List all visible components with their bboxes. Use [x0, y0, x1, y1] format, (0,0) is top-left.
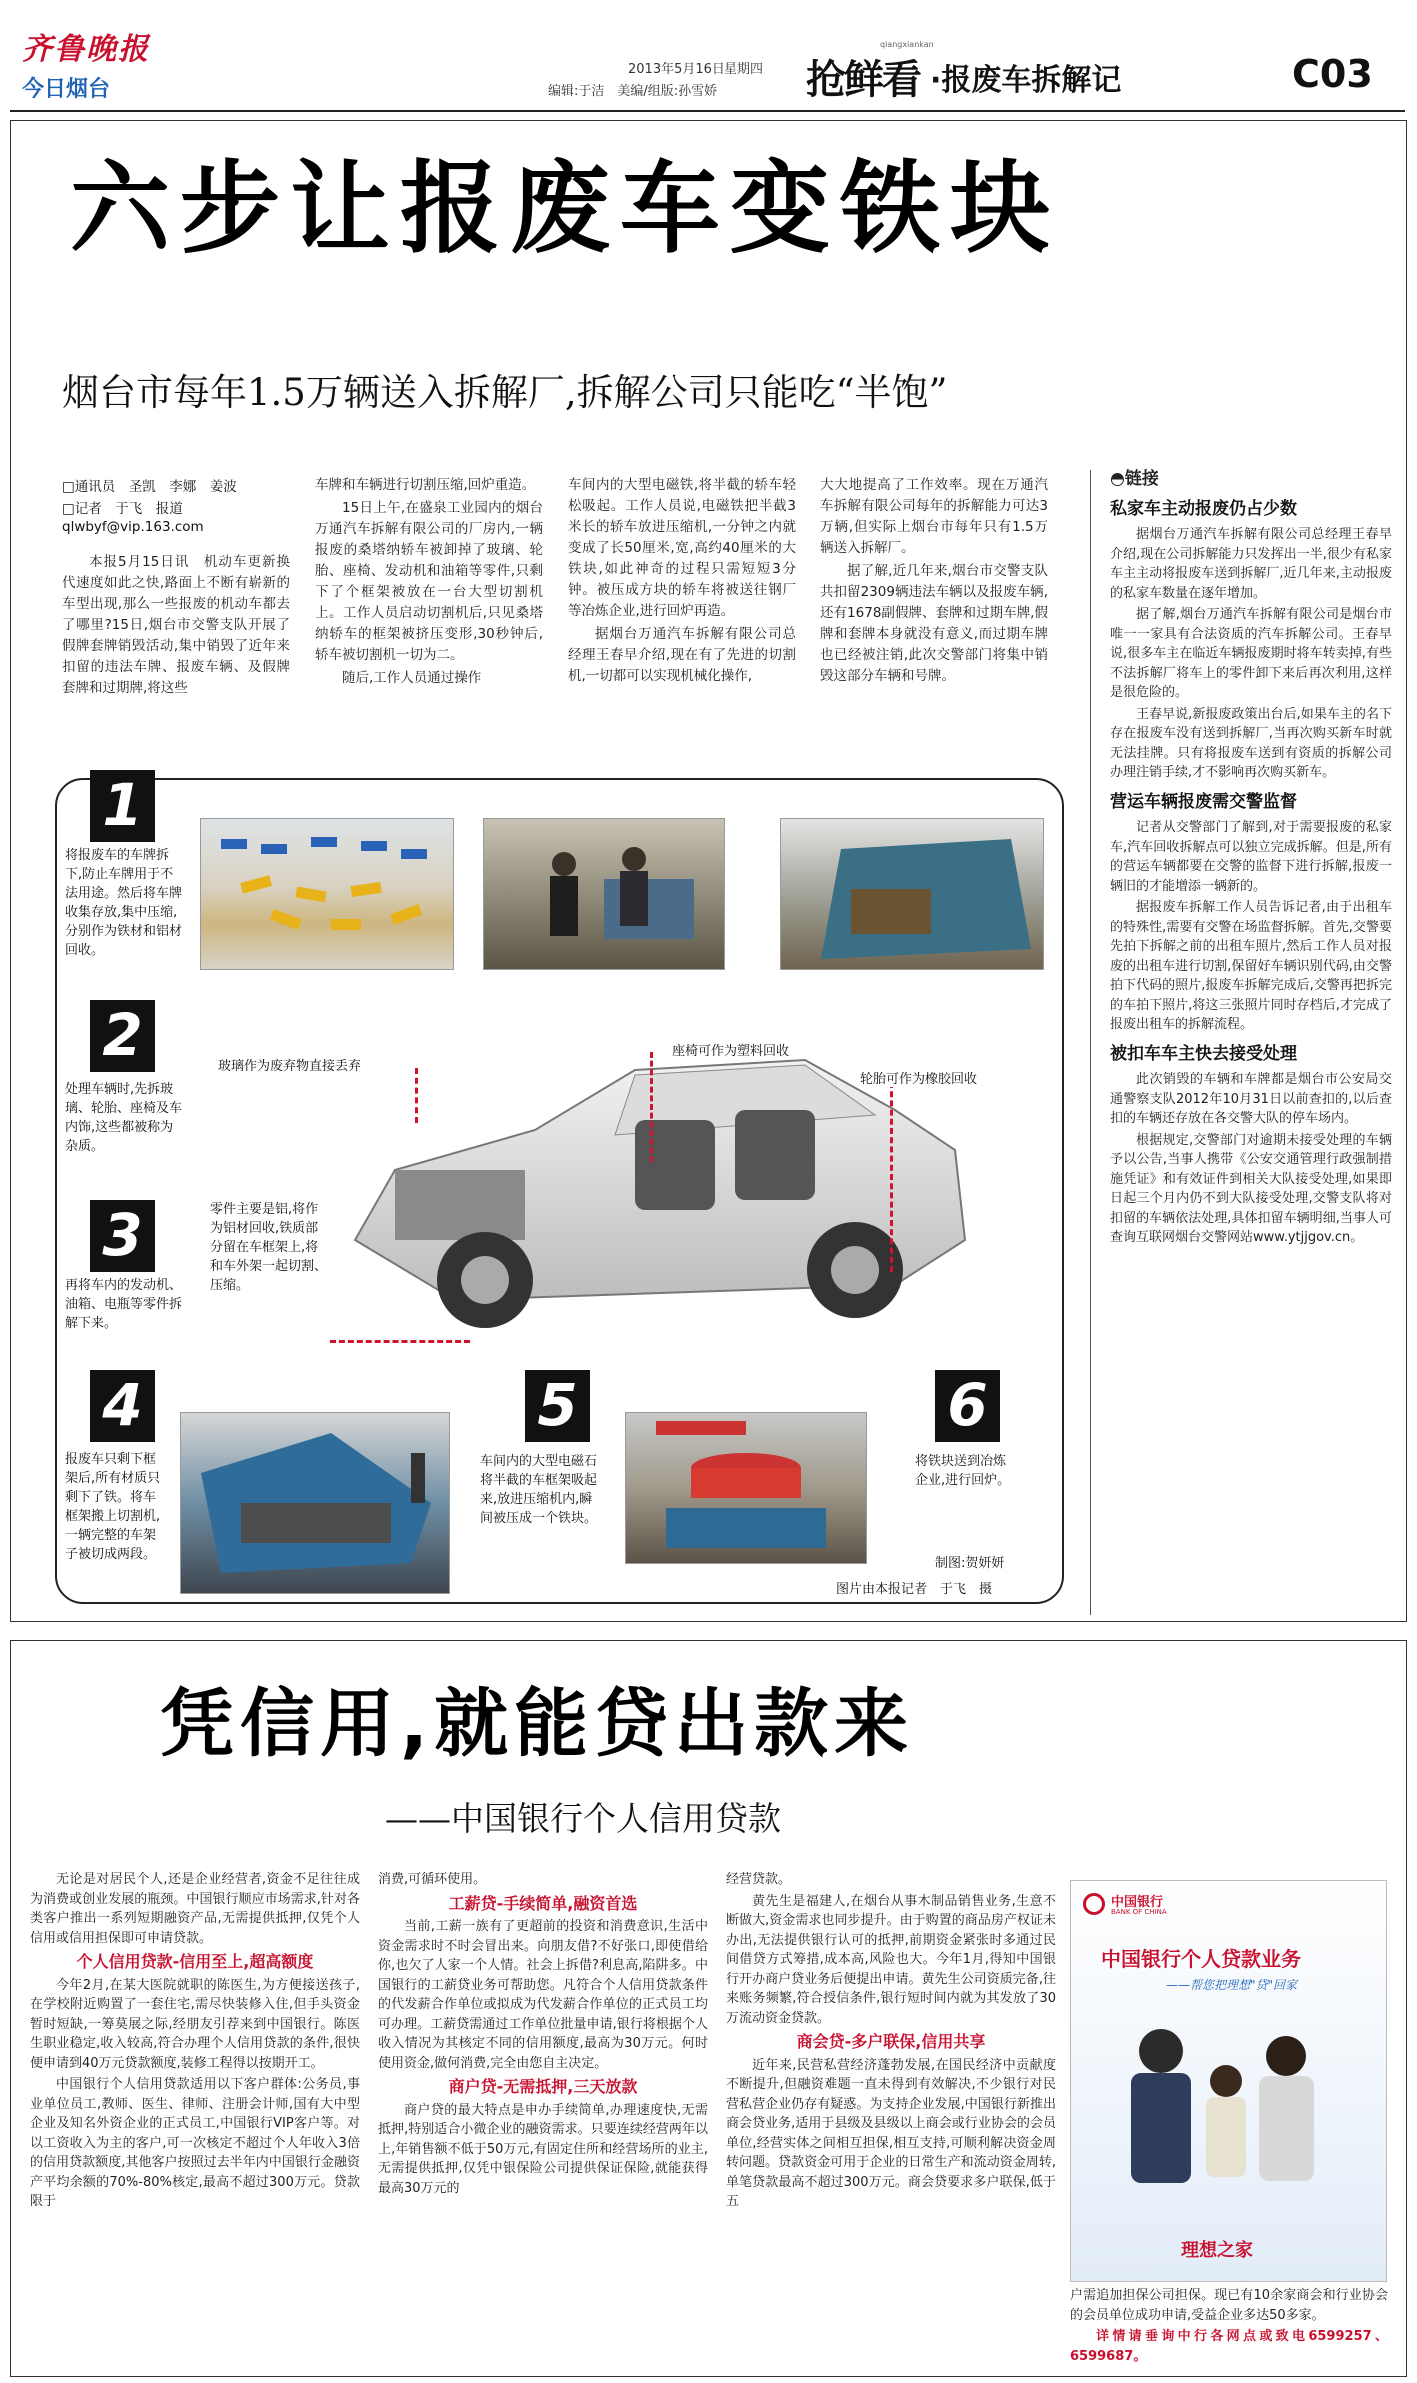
photo-cutting-machine — [180, 1412, 450, 1594]
article2-col3 — [726, 1870, 1056, 2214]
photo-workers-dismantling — [483, 818, 725, 970]
bank-logo-icon — [1083, 1893, 1105, 1915]
paragraph: 此次销毁的车辆和车牌都是烟台市公安局交通警察支队2012年10月31日以前查扣的,以后查扣的车辆还存放在各交警大队的停车场内。 — [1110, 1072, 1392, 1126]
sidebar — [1110, 470, 1392, 1250]
step-number-box: 3 — [90, 1200, 155, 1272]
paragraph: 据报废车拆解工作人员告诉记者,由于出租车的特殊性,需要有交警在场监督拆解。首先,交警要先拍下拆解之前的出租车照片,然后工作人员对报废的出租车进行切割,保留好车辆识别代码,由交警拍下代码的照片,报废车拆解完成后,交警再把拆完的车拍下照片,将这三张照片同时存档后,才完成了报废出租车的拆解流程。 — [1110, 900, 1392, 1032]
callout-line-seat — [650, 1052, 653, 1162]
step-text: 将报废车的车牌拆下,防止车牌用于不法用途。然后将车牌收集存放,集中压缩,分别作为铁材和铝材回收。 — [65, 848, 183, 958]
paragraph: 据烟台万通汽车拆解有限公司总经理王春早介绍,现在有了先进的切割机,一切都可以实现机械化操作, — [568, 626, 796, 684]
step-text: 车间内的大型电磁石将半截的车框架吸起来,放进压缩机内,瞬间被压成一个铁块。 — [480, 1454, 598, 1526]
cutter-icon — [181, 1413, 449, 1593]
paragraph: 经营贷款。 — [726, 1872, 792, 1887]
paragraph: 商户贷的最大特点是申办手续简单,办理速度快,无需抵押,特别适合小微企业的融资需求。只要连续经营两年以上,年销售额不低于50万元,有固定住所和经营场所的业主,无需提供抵押,仅凭中银保险公司提供保证保险,就能获得最高30万元的 — [378, 2102, 708, 2196]
page-date: 2013年5月16日 — [628, 62, 725, 77]
paragraph: 无论是对居民个人,还是企业经营者,资金不足往往成为消费或创业发展的瓶颈。中国银行顺应市场需求,针对各类客户推出一系列短期融资产品,无需提供抵押,仅凭个人信用或信用担保即可申请贷款。 — [30, 1872, 360, 1946]
step-text: 报废车只剩下框架后,所有材质只剩下了铁。将车框架搬上切割机,一辆完整的车架子被切成两段。 — [65, 1452, 161, 1562]
paragraph: 车牌和车辆进行切割压缩,回炉重造。 — [315, 477, 536, 493]
paragraph: 随后,工作人员通过操作 — [342, 670, 482, 686]
step-number-box: 2 — [90, 1000, 155, 1072]
masthead-rule — [10, 110, 1405, 112]
article1-email: qlwbyf@vip.163.com — [62, 519, 204, 535]
article1-col1 — [62, 552, 290, 701]
sidebar-heading: 营运车辆报废需交警监督 — [1110, 791, 1297, 812]
article1-byline1: □通讯员 圣凯 李娜 姜波 — [62, 479, 237, 495]
article1-col3 — [568, 475, 796, 689]
paragraph: 近年来,民营私营经济蓬勃发展,在国民经济中贡献度不断提升,但融资难题一直未得到有效解决,不少银行对民营私营企业仍存有疑惑。为支持企业发展,中国银行新推出商会贷业务,适用于县级及县级以上商会或行业协会的会员单位,经营实体之间相互担保,相互支持,可顺利解决资金周转问题。贷款资金可用于企业的日常生产和流动资金周转,单笔贷款最高不超过300万元。商会贷要求多户联保,低于五 — [726, 2057, 1056, 2209]
column-brand: 抢鲜看 — [806, 57, 920, 103]
article1-col2 — [315, 475, 543, 691]
paragraph: 据了解,烟台万通汽车拆解有限公司是烟台市唯一一家具有合法资质的汽车拆解公司。王春早说,很多车主在临近车辆报废期时将车转卖掉,有些不法拆解厂将车上的零件卸下来后再次利用,这样是很危险的。 — [1110, 607, 1392, 700]
article1-subheadline: 烟台市每年1.5万辆送入拆解厂,拆解公司只能吃“半饱” — [62, 371, 948, 414]
paragraph: 黄先生是福建人,在烟台从事木制品销售业务,生意不断做大,资金需求也同步提升。由于购置的商品房产权证未办出,无法提供银行认可的抵押,前期资金紧张时多通过民间借贷方式筹措,成本高,风险也大。今年1月,得知中国银行开办商户贷业务后便提出申请。黄先生公司资质完备,往来账务频繁,符合授信条件,银行短时间内就为其发放了30万流动资金贷款。 — [726, 1893, 1056, 2026]
callout-seat: 座椅可作为塑料回收 — [672, 1040, 789, 1059]
paragraph: 据了解,近几年来,烟台市交警支队共扣留2309辆违法车辆以及报废车辆,还有1678副假牌、套牌和过期车牌,假牌和套牌本身就没有意义,而过期车牌也已经被注销,此次交警部门将集中销毁这部分车辆和号牌。 — [820, 563, 1048, 684]
contact-line: 详情请垂询中行各网点或致电6599257、6599687。 — [1070, 2329, 1388, 2364]
paragraph: 本报5月15日讯 机动车更新换代速度如此之快,路面上不断有崭新的车型出现,那么一些报废的机动车都去了哪里?15日,烟台市交警支队开展了假牌套牌销毁活动,集中销毁了近年来扣留的违法车牌、报废车辆、及假牌套牌和过期牌,将这些 — [62, 554, 290, 696]
car-icon — [335, 1000, 975, 1360]
article2-col4 — [1070, 2286, 1388, 2368]
section-heading: 工薪贷-手续简单,融资首选 — [448, 1893, 638, 1913]
callout-glass: 玻璃作为废弃物直接丢弃 — [218, 1055, 361, 1074]
sidebar-label: ◓链接 — [1110, 469, 1159, 489]
paragraph: 中国银行个人信用贷款适用以下客户群体:公务员,事业单位员工,教师、医生、律师、注册会计师,国有大中型企业及知名外资企业的正式员工,中国银行VIP客户等。对以工资收入为主的客户,可一次核定不超过个人年收入3倍的信用贷款额度,其他客户按照过去半年内中国银行金融资产平均余额的70%-80%核定,最高不超过300万元。贷款限于 — [30, 2077, 360, 2209]
step-number-box: 1 — [90, 770, 155, 842]
paragraph: 今年2月,在某大医院就职的陈医生,为方便接送孩子,在学校附近购置了一套住宅,需尽快装修入住,但手头资金暂时短缺,一筹莫展之际,经朋友引荐来到中国银行。陈医生职业稳定,收入较高,符合办理个人信用贷款的条件,很快便申请到40万元贷款额度,装修工程得以按期开工。 — [30, 1977, 360, 2071]
bank-name: 中国银行 — [1111, 1895, 1164, 1910]
callout-line-tire — [890, 1082, 893, 1272]
photo-scrap-bin — [780, 818, 1044, 970]
callout-tire: 轮胎可作为橡胶回收 — [860, 1068, 977, 1087]
credit-photo: 图片由本报记者 于飞 摄 — [836, 1582, 993, 1597]
step-number-box: 4 — [90, 1370, 155, 1442]
edition-label: 今日烟台 — [22, 77, 111, 102]
bank-name-en: BANK OF CHINA — [1111, 1908, 1167, 1916]
step-text: 处理车辆时,先拆玻璃、轮胎、座椅及车内饰,这些都被称为杂质。 — [65, 1082, 183, 1154]
paragraph: 车间内的大型电磁铁,将半截的轿车轻松吸起。工作人员说,电磁铁把半截3米长的轿车放进压缩机,一分钟之内就变成了长50厘米,宽,高约40厘米的大铁块,如此神奇的过程只需短短3分钟。被压成方块的轿车将被送往钢厂等冶炼企业,进行回炉再造。 — [568, 477, 796, 619]
sidebar-divider — [1090, 470, 1091, 1615]
paragraph: 消费,可循环使用。 — [378, 1872, 487, 1887]
paragraph: 大大地提高了工作效率。现在万通汽车拆解有限公司每年的拆解能力可达3万辆,但实际上烟台市每年只有1.5万辆送入拆解厂。 — [820, 477, 1048, 556]
car-cutaway-illustration — [335, 1000, 975, 1360]
masthead — [0, 0, 1417, 112]
section-heading: 商户贷-无需抵押,三天放款 — [448, 2077, 638, 2096]
page-number: C03 — [1292, 52, 1373, 96]
crusher-icon — [781, 819, 1043, 969]
paragraph: 记者从交警部门了解到,对于需要报废的私家车,汽车回收拆解点可以独立完成拆解。但是,所有的营运车辆都要在交警的监督下进行拆解,报废一辆旧的才能增添一辆新的。 — [1110, 820, 1392, 894]
ad-slogan: ——帮您把理想"贷"回家 — [1166, 1978, 1298, 1992]
step-number-box: 6 — [935, 1370, 1000, 1442]
article1-headline: 六步让报废车变铁块 — [70, 150, 1060, 267]
article2-headline: 凭信用,就能贷出款来 — [160, 1681, 915, 1767]
page-editors: 编辑:于洁 美编/组版:孙雪娇 — [548, 84, 718, 99]
photo-license-plates — [200, 818, 454, 970]
paragraph: 根据规定,交警部门对逾期未接受处理的车辆予以公告,当事人携带《公安交通管理行政强制措施凭证》和有效证件到相关大队接受处理,如果即日起三个月内仍不到大队接受处理,交警支队将对扣留的车辆依法处理,具体扣留车辆明细,当事人可查询互联网烟台交警网站www.ytjjgov.cn。 — [1110, 1132, 1392, 1245]
column-title: ·报废车拆解记 — [930, 63, 1122, 98]
parts-note: 零件主要是铝,将作为铝材回收,铁质部分留在车框架上,将和车外架一起切割、压缩。 — [210, 1202, 328, 1293]
ad-brand: 理想之家 — [1181, 2240, 1253, 2261]
paragraph: 户需追加担保公司担保。现已有10余家商会和行业协会的会员单位成功申请,受益企业多达50多家。 — [1070, 2288, 1388, 2323]
family-photo-icon — [1091, 2001, 1361, 2211]
electromagnet-icon — [626, 1413, 866, 1563]
sidebar-heading: 被扣车车主快去接受处理 — [1110, 1043, 1297, 1064]
step-number-box: 5 — [525, 1370, 590, 1442]
sidebar-heading: 私家车主动报废仍占少数 — [1110, 498, 1297, 519]
column-pinyin: qiangxiankan — [880, 40, 934, 49]
step-text: 再将车内的发动机、油箱、电瓶等零件拆解下来。 — [65, 1278, 183, 1331]
photo-electromagnet — [625, 1412, 867, 1564]
paragraph: 王春早说,新报废政策出台后,如果车主的名下存在报废车没有送到拆解厂,当再次购买新车时就无法挂牌。只有将报废车送到有资质的拆解公司办理注销手续,才不影响再次购买新车。 — [1110, 706, 1392, 780]
callout-line-glass — [415, 1068, 418, 1123]
section-heading: 个人信用贷款-信用至上,超高额度 — [76, 1952, 314, 1971]
plate-pile-icon — [201, 819, 453, 969]
paragraph: 据烟台万通汽车拆解有限公司总经理王春早介绍,现在公司拆解能力只发挥出一半,很少有私家车主主动将报废车送到拆解厂,近几年来,主动报废的私家车数量在逐年增加。 — [1110, 527, 1392, 601]
workers-icon — [484, 819, 724, 969]
paragraph: 当前,工薪一族有了更超前的投资和消费意识,生活中资金需求时不时会冒出来。向朋友借?不好张口,即使借给你,也欠了人家一个人情。社会上拆借?利息高,陷阱多。中国银行的工薪贷业务可帮助您。凡符合个人信用贷款条件的代发薪合作单位或拟成为代发薪合作单位的正式员工均可办理。工薪贷需通过工作单位批量申请,银行将根据个人收入情况为其核定不同的信用额度,最高为30万元。何时使用资金,做何消费,完全由您自主决定。 — [378, 1919, 708, 2071]
callout-line-parts — [330, 1340, 470, 1343]
ad-title: 中国银行个人贷款业务 — [1101, 1947, 1301, 1971]
step-text: 将铁块送到冶炼企业,进行回炉。 — [915, 1454, 1011, 1488]
paper-name: 齐鲁晚报 — [22, 32, 150, 67]
article1-byline2: □记者 于飞 报道 — [62, 501, 183, 517]
article2-col2 — [378, 1870, 708, 2200]
bank-ad — [1070, 1880, 1387, 2282]
article2-col1 — [30, 1870, 360, 2214]
section-heading: 商会贷-多户联保,信用共享 — [796, 2032, 986, 2051]
article1-col4 — [820, 475, 1048, 689]
paragraph: 15日上午,在盛泉工业园内的烟台万通汽车拆解有限公司的厂房内,一辆报废的桑塔纳轿车被卸掉了玻璃、轮胎、座椅、发动机和油箱等零件,只剩下了个框架被放在一台大型切割机上。工作人员启动切割机后,只见桑塔纳轿车的框架被挤压变形,30秒钟后,轿车被切割机一切为二。 — [315, 500, 543, 663]
credit-design: 制图:贺妍妍 — [935, 1556, 1005, 1571]
page-weekday: 星期四 — [724, 62, 764, 77]
article2-subheadline: ——中国银行个人信用贷款 — [385, 1799, 781, 1838]
